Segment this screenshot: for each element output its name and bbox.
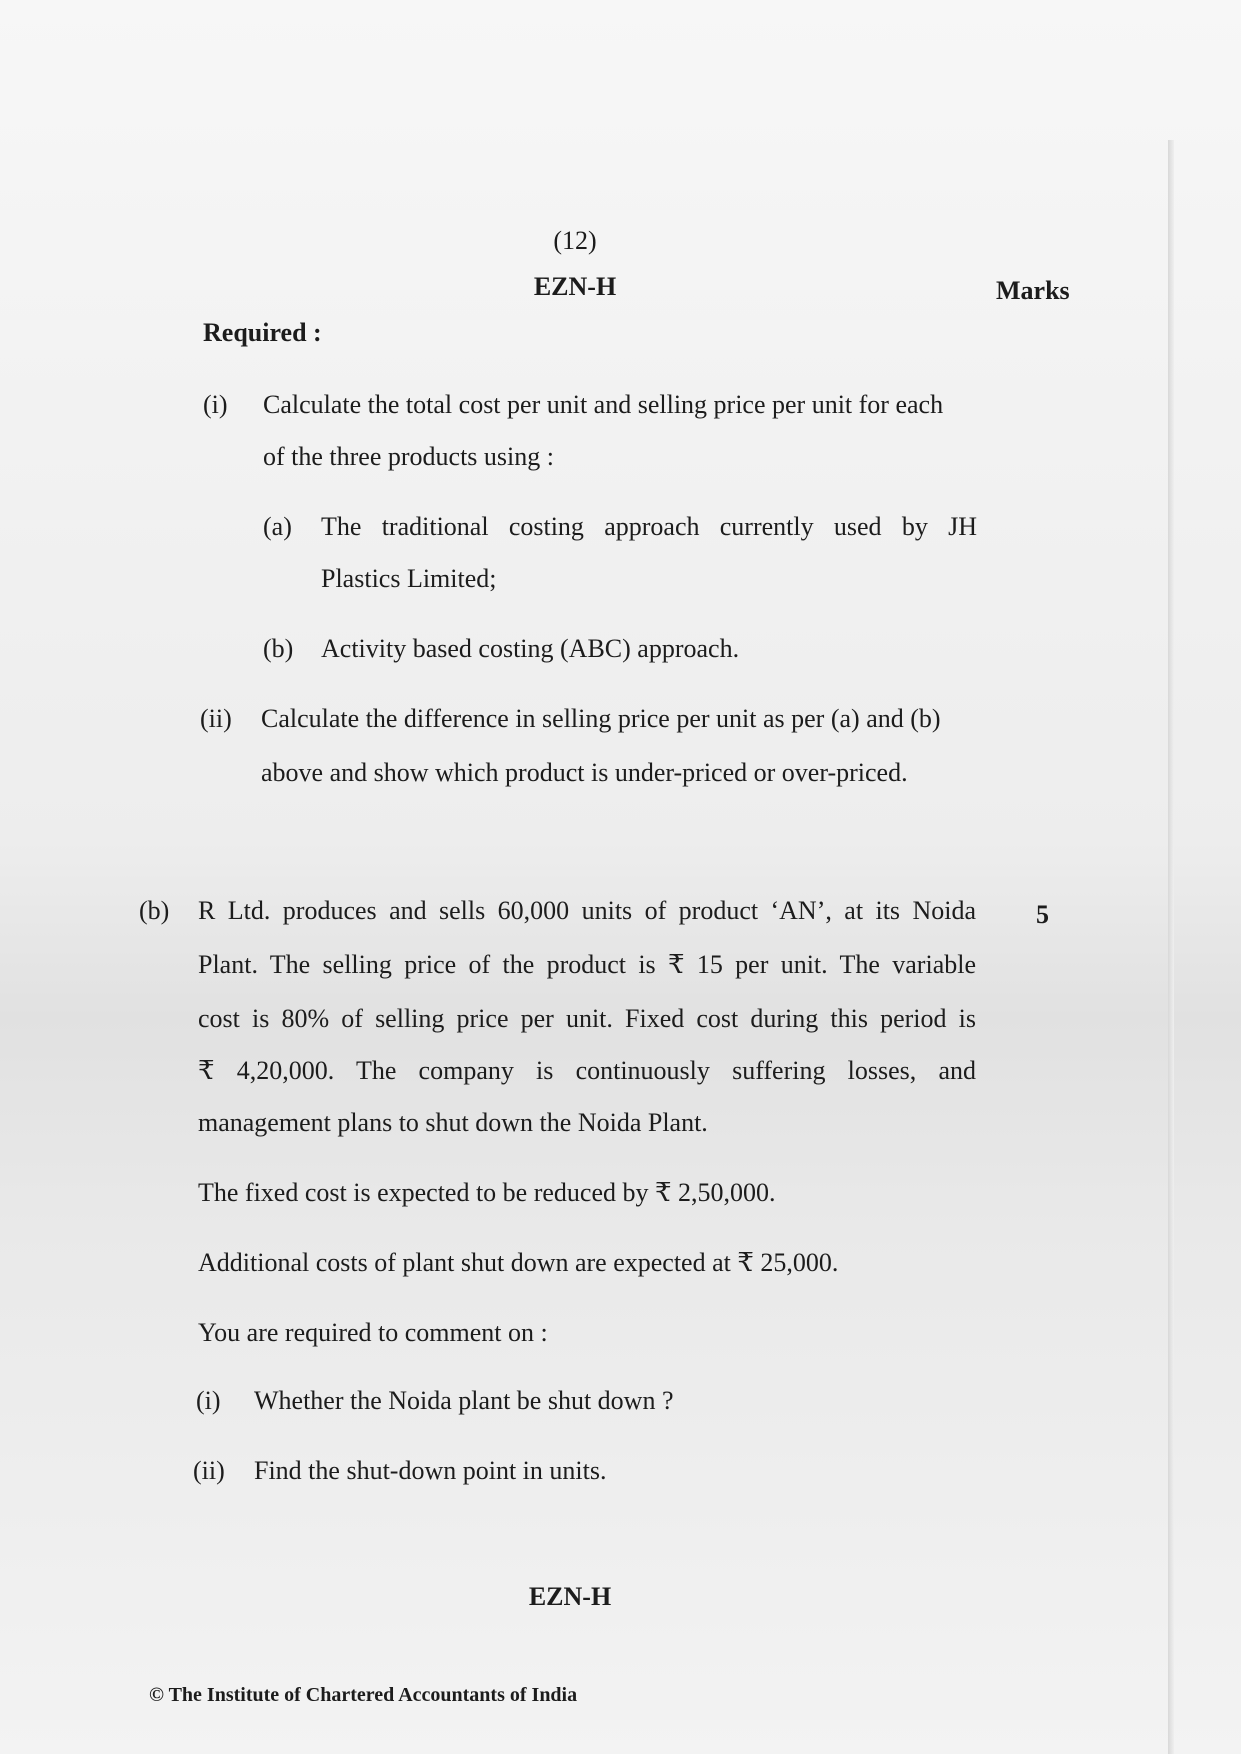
comment-intro: You are required to comment on :	[198, 1318, 548, 1347]
required-heading: Required :	[203, 318, 322, 347]
part-b-para-line-4: ₹ 4,20,000. The company is continuously suffering losses, and	[198, 1056, 976, 1085]
part-b-para-line-1: R Ltd. produces and sells 60,000 units of product ‘AN’, at its Noida	[198, 896, 976, 925]
question-ii-text: Find the shut-down point in units.	[254, 1456, 607, 1485]
part-b-para-line-3: cost is 80% of selling price per unit. Fixed cost during this period is	[198, 1004, 976, 1033]
paper-code-header: EZN-H	[533, 272, 617, 301]
question-ii-number: (ii)	[193, 1456, 225, 1485]
sub-b-line-1: Activity based costing (ABC) approach.	[321, 634, 740, 663]
additional-cost-line: Additional costs of plant shut down are expected at ₹ 25,000.	[198, 1248, 839, 1277]
item-i-line-2: of the three products using :	[263, 442, 554, 471]
sub-a-number: (a)	[263, 512, 292, 541]
paper-code-footer: EZN-H	[528, 1582, 612, 1611]
fixed-cost-reduction-line: The fixed cost is expected to be reduced by ₹ 2,50,000.	[198, 1178, 776, 1207]
sub-a-line-1: The traditional costing approach currently used by JH	[321, 512, 977, 541]
part-b-para-line-2: Plant. The selling price of the product is ₹ 15 per unit. The variable	[198, 950, 976, 979]
item-i-number: (i)	[203, 390, 228, 419]
part-b-marks: 5	[1036, 900, 1049, 929]
item-ii-line-2: above and show which product is under-priced or over-priced.	[261, 758, 908, 787]
part-b-label: (b)	[139, 896, 170, 925]
part-b-para-line-5: management plans to shut down the Noida Plant.	[198, 1108, 708, 1137]
copyright-notice: © The Institute of Chartered Accountants of India	[149, 1684, 578, 1706]
marks-column-heading: Marks	[996, 276, 1070, 305]
sub-b-number: (b)	[263, 634, 294, 663]
item-ii-line-1: Calculate the difference in selling price per unit as per (a) and (b)	[261, 704, 941, 733]
sub-a-line-2: Plastics Limited;	[321, 564, 497, 593]
question-i-number: (i)	[196, 1386, 221, 1415]
question-i-text: Whether the Noida plant be shut down ?	[254, 1386, 674, 1415]
page-edge-shadow	[1168, 140, 1174, 1754]
item-ii-number: (ii)	[200, 704, 232, 733]
item-i-line-1: Calculate the total cost per unit and selling price per unit for each	[263, 390, 944, 419]
page-number: (12)	[553, 226, 597, 255]
